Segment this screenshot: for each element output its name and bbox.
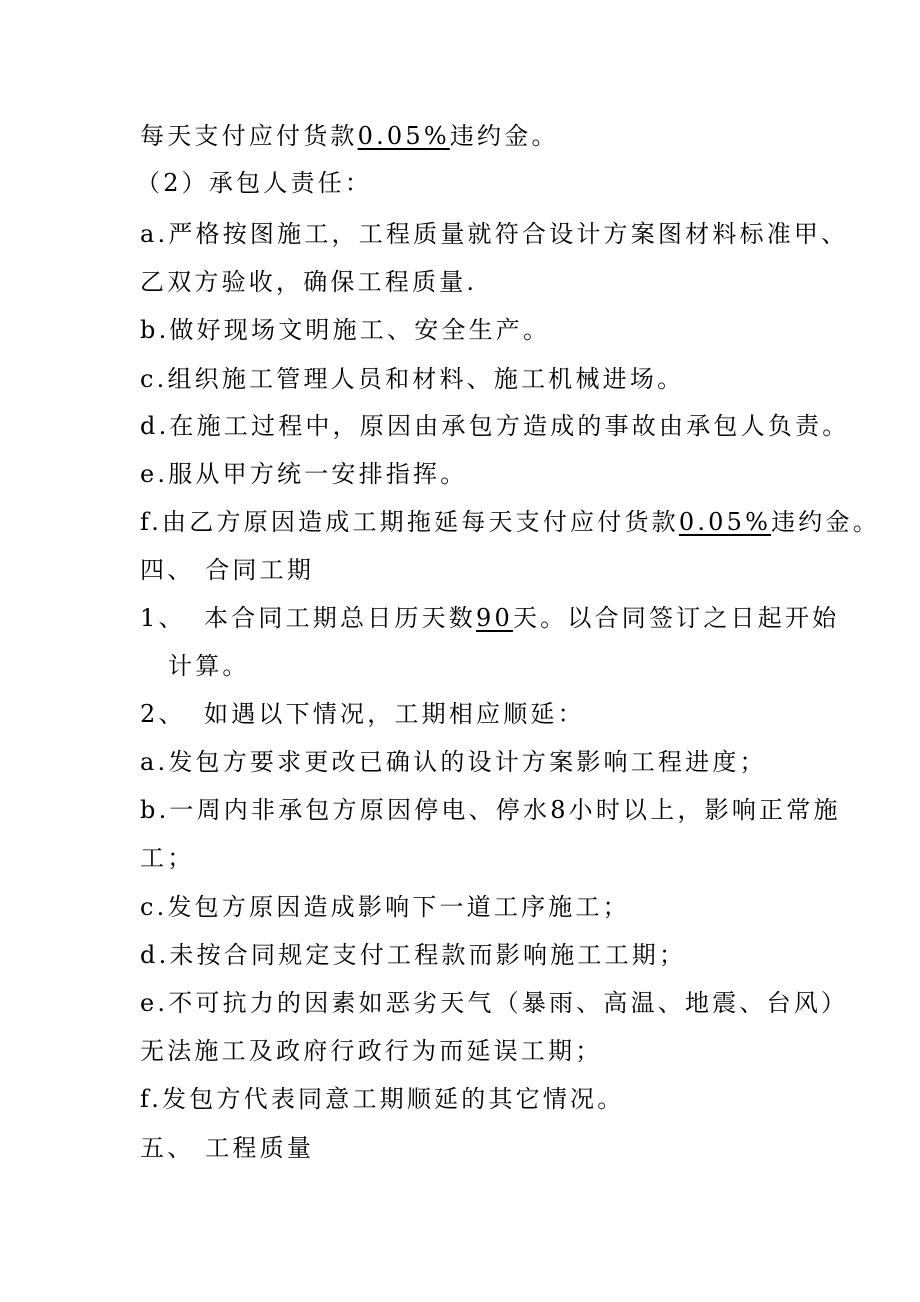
- text-line: a.严格按图施工，工程质量就符合设计方案图材料标准甲、: [140, 220, 849, 248]
- text-segment: 天。以合同签订之日起开始: [512, 604, 840, 632]
- underlined-value: 90: [476, 604, 513, 632]
- text-line: c.组织施工管理人员和材料、施工机械进场。: [140, 365, 685, 393]
- text-line: [140, 121, 559, 151]
- text-line: 无法施工及政府行政行为而延误工期；: [140, 1037, 603, 1065]
- text-line: [140, 507, 880, 537]
- text-line: a.发包方要求更改已确认的设计方案影响工程进度；: [140, 748, 767, 776]
- text-line: f.发包方代表同意工期顺延的其它情况。: [140, 1085, 625, 1113]
- text-line: d.未按合同规定支付工程款而影响施工工期；: [140, 941, 687, 969]
- text-line: c.发包方原因造成影响下一道工序施工；: [140, 893, 630, 921]
- text-line: 乙双方验收，确保工程质量.: [140, 268, 478, 296]
- numbered-item: [140, 699, 585, 729]
- text-segment: 违约金。: [771, 508, 880, 536]
- text-line: b.一周内非承包方原因停电、停水8小时以上，影响正常施: [140, 796, 841, 824]
- text-line: 计算。: [168, 652, 250, 680]
- text-line: 工；: [140, 844, 195, 872]
- text-line: e.服从甲方统一安排指挥。: [140, 460, 468, 488]
- text-segment: 每天支付应付货款: [140, 122, 358, 150]
- section-heading: 四、 合同工期: [140, 556, 315, 584]
- text-segment: f.由乙方原因造成工期拖延每天支付应付货款: [140, 508, 679, 536]
- text-line: b.做好现场文明施工、安全生产。: [140, 316, 551, 344]
- section-heading: （2）承包人责任：: [136, 169, 373, 197]
- text-line: d.在施工过程中，原因由承包方造成的事故由承包人负责。: [140, 412, 850, 440]
- text-segment: 本合同工期总日历天数: [204, 604, 476, 632]
- item-number: 2、: [140, 700, 186, 728]
- text-line: e.不可抗力的因素如恶劣天气（暴雨、高温、地震、台风）: [140, 989, 849, 1017]
- text-segment: 违约金。: [449, 122, 559, 150]
- numbered-item: [140, 603, 839, 633]
- item-number: 1、: [140, 604, 186, 632]
- underlined-value: 0.05%: [678, 508, 772, 536]
- text-segment: 如遇以下情况，工期相应顺延：: [204, 700, 585, 728]
- underlined-value: 0.05%: [357, 122, 450, 150]
- section-heading: 五、 工程质量: [140, 1134, 315, 1162]
